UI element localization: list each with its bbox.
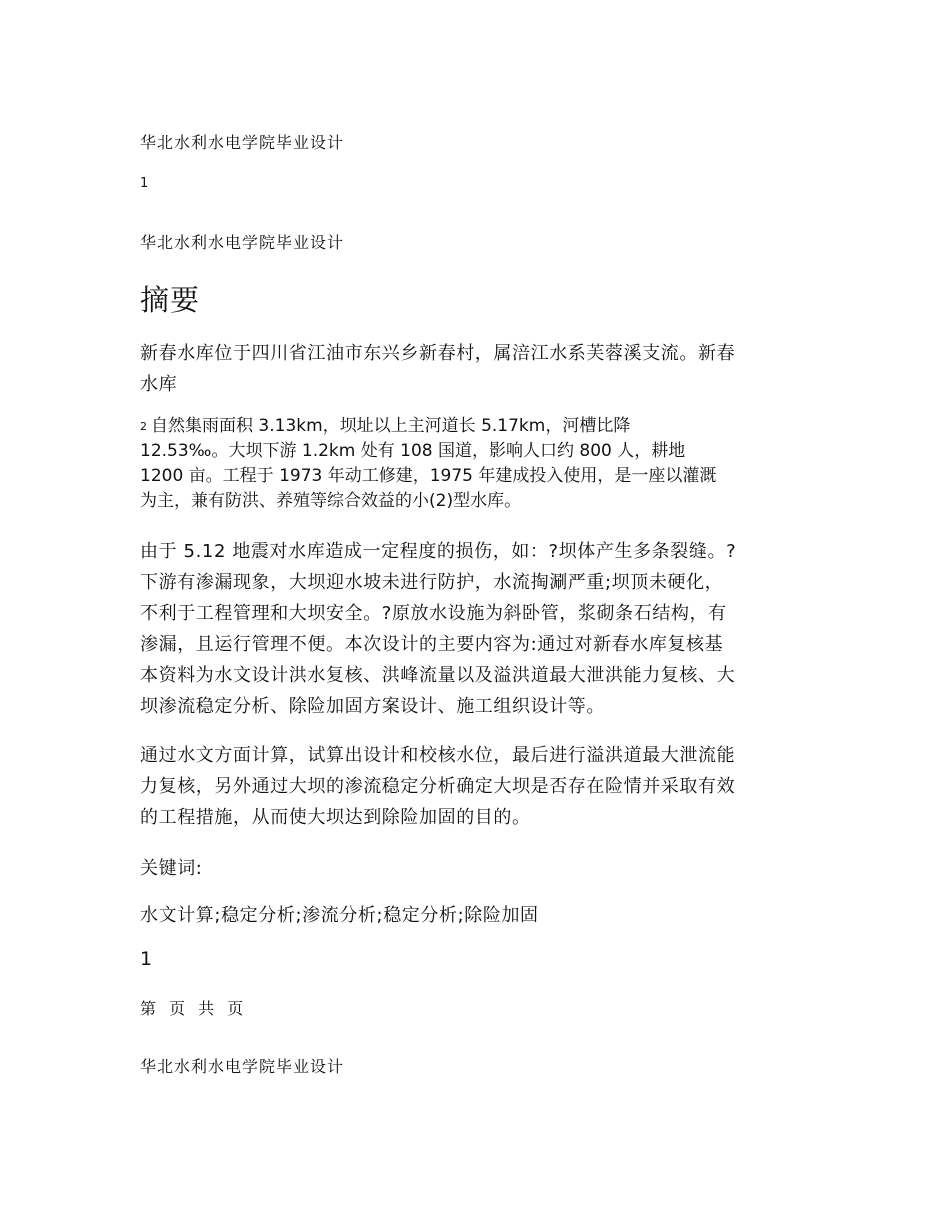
keywords-label: 关键词: [140, 858, 203, 879]
text-line [140, 414, 820, 439]
text-line: 渗漏，且运行管理不便。本次设计的主要内容为:通过对新春水库复核基 [140, 634, 724, 655]
text-line-body: 自然集雨面积 3.13km，坝址以上主河道长 5.17km，河槽比降 [151, 416, 631, 436]
text-line: 12.53‰。大坝下游 1.2km 处有 108 国道，影响人口约 800 人，耕地 [140, 441, 686, 461]
text-line: 下游有渗漏现象，大坝迎水坡未进行防护，水流掏涮严重;坝顶未硬化， [140, 572, 724, 593]
text-line: 通过水文方面计算，试算出设计和校核水位，最后进行溢洪道最大泄流能 [140, 745, 736, 766]
page-number: 1 [140, 948, 153, 970]
abstract-title: 摘要 [140, 283, 201, 317]
abstract-paragraph-4 [140, 740, 820, 833]
page-number: 1 [140, 176, 149, 191]
abstract-paragraph-3 [140, 536, 820, 722]
keywords-list: 水文计算;稳定分析;渗流分析;稳定分析;除险加固 [140, 905, 539, 926]
running-header: 华北水利水电学院毕业设计 [140, 1057, 345, 1076]
text-line: 水库 [140, 374, 178, 395]
text-line: 为主，兼有防洪、养殖等综合效益的小(2)型水库。 [140, 491, 522, 511]
running-header: 华北水利水电学院毕业设计 [140, 133, 345, 152]
superscript-2: 2 [140, 420, 147, 433]
text-line: 不利于工程管理和大坝安全。?原放水设施为斜卧管，浆砌条石结构，有 [140, 603, 727, 624]
text-line: 的工程措施，从而使大坝达到除险加固的目的。 [140, 807, 531, 828]
text-line: 1200 亩。工程于 1973 年动工修建，1975 年建成投入使用，是一座以灌溉 [140, 466, 717, 486]
text-line: 由于 5.12 地震对水库造成一定程度的损伤，如：?坝体产生多条裂缝。? [140, 541, 737, 562]
running-header: 华北水利水电学院毕业设计 [140, 233, 345, 252]
abstract-paragraph-1 [140, 338, 820, 400]
page-footer: 第 页 共 页 [140, 999, 248, 1018]
text-line: 本资料为水文设计洪水复核、洪峰流量以及溢洪道最大泄洪能力复核、大 [140, 665, 736, 686]
text-line: 坝渗流稳定分析、除险加固方案设计、施工组织设计等。 [140, 696, 605, 717]
abstract-paragraph-2 [140, 414, 820, 514]
text-line: 新春水库位于四川省江油市东兴乡新春村，属涪江水系芙蓉溪支流。新春 [140, 343, 736, 364]
text-line: 力复核，另外通过大坝的渗流稳定分析确定大坝是否存在险情并采取有效 [140, 776, 736, 797]
